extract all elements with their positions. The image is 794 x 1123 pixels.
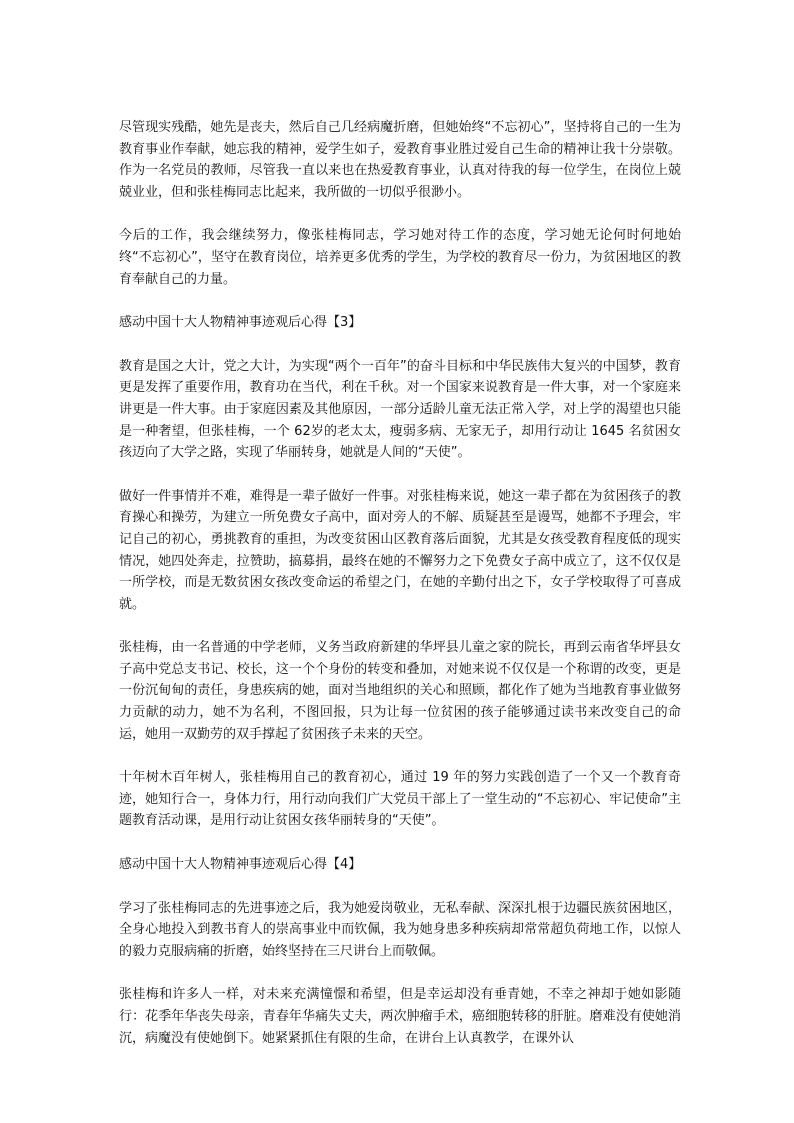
document-body [119, 117, 681, 1071]
paragraph: 张桂梅，由一名普通的中学老师，义务当政府新建的华坪县儿童之家的院长，再到云南省华坪县女子高中党总支书记、校长，这一个个身份的转变和叠加，对她来说不仅仅是一个称谓的改变，更是一份沉甸甸的责任，身患疾病的她，面对当地组织的关心和照顾，都化作了她为当地教育事业做努力贡献的动力，她不为名利，不图回报，只为让每一位贫困的孩子能够通过读书来改变自己的命运，她用一双勤劳的双手撑起了贫困孩子未来的天空。 [119, 640, 681, 742]
paragraph: 今后的工作，我会继续努力，像张桂梅同志，学习她对待工作的态度，学习她无论何时何地始终“不忘初心”，坚守在教育岗位，培养更多优秀的学生，为学校的教育尽一份力，为贫困地区的教育奉献自己的力量。 [119, 228, 681, 287]
paragraph: 张桂梅和许多人一样，对未来充满憧憬和希望，但是幸运却没有垂青她，不幸之神却于她如影随行：花季年华丧失母亲，青春年华痛失丈夫，两次肿瘤手术，癌细胞转移的肝脏。磨难没有使她消沉，病魔没有使她倒下。她紧紧抓住有限的生命，在讲台上认真教学，在课外认 [119, 987, 681, 1046]
paragraph: 尽管现实残酷，她先是丧夫，然后自己几经病魔折磨，但她始终“不忘初心”，坚持将自己的一生为教育事业作奉献，她忘我的精神，爱学生如子，爱教育事业胜过爱自己生命的精神让我十分崇敬。作为一名党员的教师，尽管我一直以来也在热爱教育事业，认真对待我的每一位学生，在岗位上兢兢业业，但和张桂梅同志比起来，我所做的一切似乎很渺小。 [119, 120, 681, 200]
paragraph: 学习了张桂梅同志的先进事迹之后，我为她爱岗敬业，无私奉献、深深扎根于边疆民族贫困地区，全身心地投入到教书育人的崇高事业中而钦佩，我为她身患多种疾病却常常超负荷地工作，以惊人的毅力克服病痛的折磨，始终坚持在三尺讲台上而敬佩。 [119, 900, 681, 959]
paragraph: 十年树木百年树人，张桂梅用自己的教育初心，通过 19 年的努力实践创造了一个又一个教育奇迹，她知行合一，身体力行，用行动向我们广大党员干部上了一堂生动的“不忘初心、牢记使命”主题教育活动课，是用行动让贫困女孩华丽转身的“天使”。 [119, 770, 681, 829]
paragraph: 教育是国之大计，党之大计，为实现“两个一百年”的奋斗目标和中华民族伟大复兴的中国梦，教育更是发挥了重要作用，教育功在当代，利在千秋。对一个国家来说教育是一件大事，对一个家庭来讲更是一件大事。由于家庭因素及其他原因，一部分适龄儿童无法正常入学，对上学的渴望也只能是一种奢望，但张桂梅，一个 62岁的老太太，瘦弱多病、无家无子，却用行动让 1645 名贫困女孩迈向了大学之路，实现了华丽转身，她就是人间的“天使”。 [119, 358, 681, 461]
section-heading: 感动中国十大人物精神事迹观后心得【3】 [119, 315, 362, 331]
section-heading: 感动中国十大人物精神事迹观后心得【4】 [119, 857, 362, 873]
paragraph: 做好一件事情并不难，难得是一辈子做好一件事。对张桂梅来说，她这一辈子都在为贫困孩子的教育操心和操劳，为建立一所免费女子高中，面对旁人的不解、质疑甚至是谩骂，她都不予理会，牢记自己的初心，勇挑教育的重担，为改变贫困山区教育落后面貌，尤其是女孩受教育程度低的现实情况，她四处奔走，拉赞助，搞募捐，最终在她的不懈努力之下免费女子高中成立了，这不仅仅是一所学校，而是无数贫困女孩改变命运的希望之门，在她的辛勤付出之下，女子学校取得了可喜成就。 [119, 488, 681, 612]
